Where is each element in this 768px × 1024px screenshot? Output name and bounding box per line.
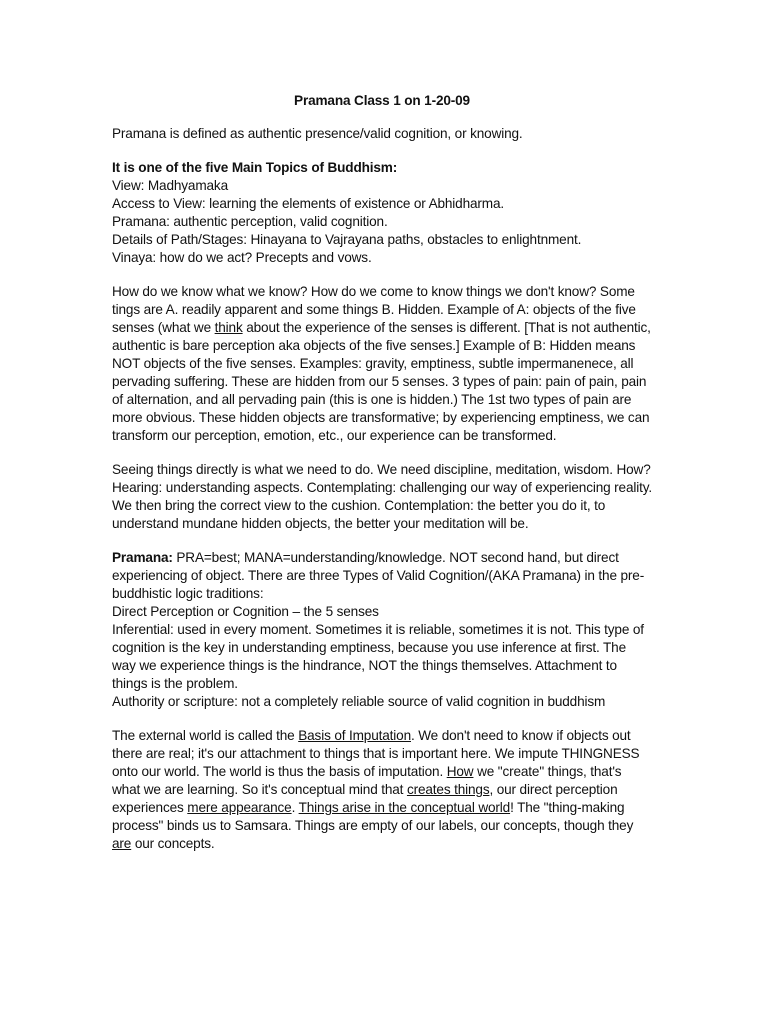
underlined-creates-things: creates things [406,782,490,797]
underlined-think: think [214,320,243,335]
spacer [112,533,652,549]
topic-item: Access to View: learning the elements of existence or Abhidharma. [112,196,504,211]
topics-heading: It is one of the five Main Topics of Buddhism: [112,160,398,175]
text-run: . We don't need to know if objects out there are real; it's our attachment to things that is important here. We impute THINGNESS onto our world. The world is thus the basis of imputation. [112,728,640,779]
spacer [112,445,652,461]
text-run: our concepts. [131,836,215,851]
pramana-label: Pramana: [112,550,173,565]
text-run: PRA=best; MANA=understanding/knowledge. NOT second hand, but direct experiencing of object. There are three Types of Valid Cognition/(AKA Pramana) in the pre-buddhistic logic traditions: [112,550,645,601]
underlined-mere-appearance: mere appearance [187,800,292,815]
topic-item: View: Madhyamaka [112,178,228,193]
pramana-definition [112,549,652,603]
underlined-how: How [446,764,474,779]
cognition-type-item: Direct Perception or Cognition – the 5 senses [112,604,379,619]
cognition-type-item: Authority or scripture: not a completely reliable source of valid cognition in buddhism [112,694,606,709]
topic-item: Details of Path/Stages: Hinayana to Vajrayana paths, obstacles to enlightnment. [112,232,582,247]
knowing-paragraph [112,283,652,445]
text-run: ! The "thing-making process" binds us to Samsara. Things are empty of our labels, our concepts, though they [112,800,634,833]
spacer [112,267,652,283]
external-world-paragraph [112,727,652,853]
underlined-are: are [112,836,132,851]
document-page [112,92,652,853]
spacer [112,711,652,727]
text-run: we "create" things, that's what we are learning. So it's conceptual mind that [112,764,622,797]
topic-item: Pramana: authentic perception, valid cognition. [112,214,388,229]
text-run: How do we know what we know? How do we come to know things we don't know? Some tings are A. readily apparent and some things B. Hidden. Example of A: objects of the five senses (what we [112,284,636,335]
underlined-things-arise: Things arise in the conceptual world [298,800,511,815]
cognition-type-item: Inferential: used in every moment. Sometimes it is reliable, sometimes it is not. This type of cognition is the key in understanding emptiness, because you use inference at first. The way we experience things is the hindrance, NOT the things themselves. Attachment to things is the problem. [112,622,644,691]
seeing-paragraph: Seeing things directly is what we need to do. We need discipline, meditation, wisdom. How? Hearing: understanding aspects. Contemplating: challenging our way of experiencing reality. We then bring the correct view to the cushion. Contemplation: the better you do it, to understand mundane hidden objects, the better your meditation will be. [112,462,652,531]
text-run: The external world is called the [112,728,299,743]
document-title: Pramana Class 1 on 1-20-09 [294,93,470,108]
text-run: about the experience of the senses is different. [That is not authentic, authentic is bare perception aka objects of the five senses.] Example of B: Hidden means NOT objects of the five senses. Examples: gravity, emptiness, subtle impermanenece, all pervading suffering. These are hidden from our 5 senses. 3 types of pain: pain of pain, pain of alternation, and all pervading pain (this is one is hidden.) The 1st two types of pain are more obvious. These hidden objects are transformative; by experiencing emptiness, we can transform our perception, emotion, etc., our experience can be transformed. [112,320,651,443]
topic-item: Vinaya: how do we act? Precepts and vows. [112,250,372,265]
intro-paragraph: Pramana is defined as authentic presence/valid cognition, or knowing. [112,126,523,141]
underlined-basis-of-imputation: Basis of Imputation [298,728,411,743]
text-run: . [291,800,299,815]
text-run: , our direct perception experiences [112,782,618,815]
